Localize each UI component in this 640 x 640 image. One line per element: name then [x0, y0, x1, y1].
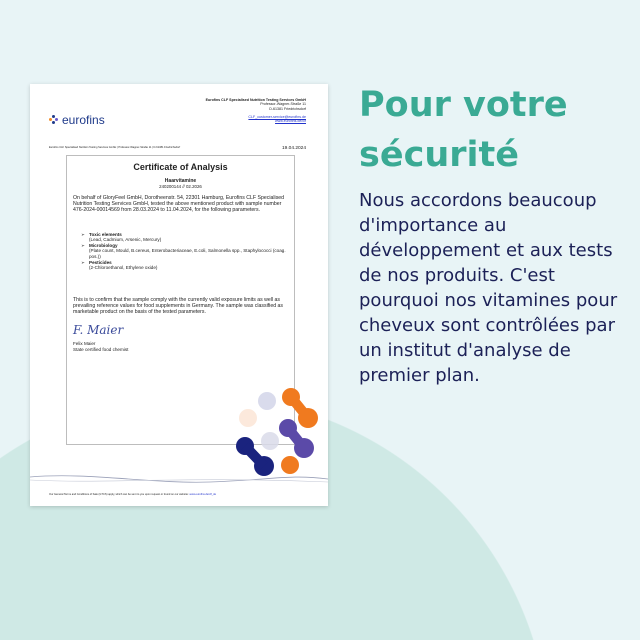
logo-text: eurofins	[62, 113, 105, 127]
intro-paragraph: On behalf of GloryFeel GmbH, Dorotheenstr. 54, 22301 Hamburg, Eurofins CLF Specialised Nutrition Testing Services GmbH, tested the above mentioned product with sample number 476-2024-00014569 from 28.03.2024 to 11.04.2024, for the following parameters.	[73, 195, 285, 214]
signer-block	[73, 341, 294, 352]
heading-line: Pour votre	[359, 85, 568, 125]
sender-line: Eurofins CLF Specialised Nutrition Testing Services GmbH | Professor-Wagner-Straße 11 | D-61381 Friedrichsdorf	[49, 146, 181, 149]
document-date: 19.04.2024	[281, 146, 306, 151]
batch-number: 240200144 // 02.2026	[159, 184, 202, 189]
parameter-item: ➢ Toxic elements (Lead, Cadmium, Arsenic, Mercury)	[81, 231, 162, 243]
signer-name: Felix Maier	[73, 341, 96, 347]
address-line: Eurofins CLF Specialised Nutrition Testing Services GmbH	[205, 98, 306, 102]
page-heading	[359, 80, 629, 180]
body-paragraph: Nous accordons beaucoup d'importance au développement et aux tests de nos produits. C'est pourquoi nos vitamines pour cheveux sont contrôlées par un institut d'analyse de premier plan.	[359, 190, 618, 386]
address-line: Professor-Wagner-Straße 11	[260, 102, 306, 107]
eurofins-logo-icon	[49, 115, 59, 125]
address-line: D-61381 Friedrichsdorf	[269, 106, 306, 111]
certificate-title: Certificate of Analysis	[133, 162, 228, 172]
email-link[interactable]: CLF_customer-service@eurofins.de	[248, 114, 306, 119]
parameter-item: ➢ Pesticides (2-Chloroethanol, Ethylene oxide)	[81, 259, 158, 271]
parameter-item: ➢ Microbiology (Plate count, Mould, B.cereus, Enterobacteriaceae, E.coli, Salmonella spp., Staphylococci (coag. pos.))	[81, 242, 286, 259]
lab-address	[156, 98, 306, 123]
signer-title: State certified food chemist	[73, 346, 129, 352]
footer-link[interactable]: www.eurofins.de/clf_de	[189, 493, 217, 496]
certificate-document	[30, 84, 328, 506]
website-link[interactable]: www.eurofins.de/clf	[275, 119, 306, 124]
product-name: Haarvitamine	[164, 178, 197, 184]
parameter-list	[81, 232, 288, 271]
footer-note: Our General Terms and Conditions of Sale (GTCS) apply, which can be sent to you upon request or found on our website: www.eurofins.de/clf_de	[49, 493, 217, 496]
footer-wave	[30, 464, 328, 494]
conclusion-paragraph: This is to confirm that the sample comply with the currently valid exposure limits as well as prevailing reference values for food supplements in Germany. The sample was classified as marketable product on the basis of the tested parameters.	[73, 296, 284, 316]
signature: F. Maier	[73, 323, 124, 338]
heading-line: sécurité	[359, 135, 519, 175]
eurofins-logo	[49, 113, 105, 127]
